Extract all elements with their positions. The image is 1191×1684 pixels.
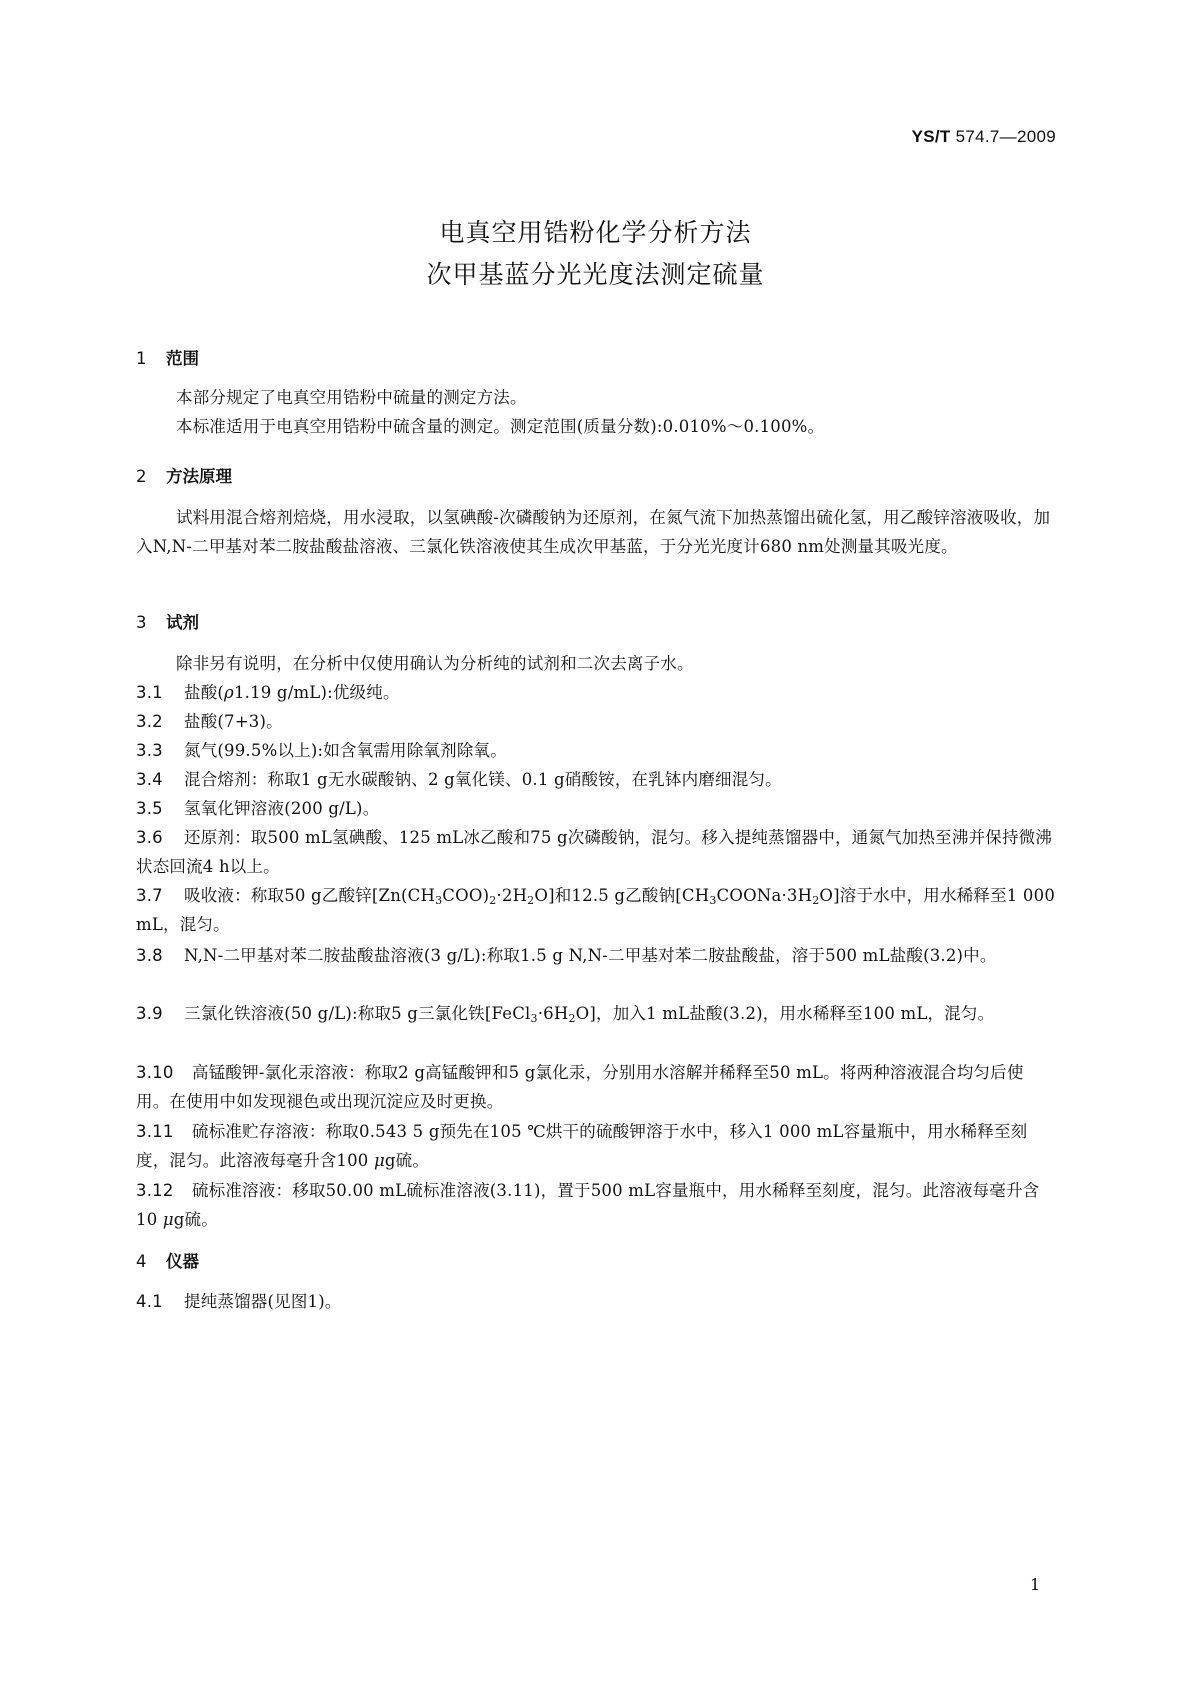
section-4-heading: 4 仪器 [136, 1252, 199, 1271]
clause-3-8: 3.8 N,N-二甲基对苯二胺盐酸盐溶液(3 g/L):称取1.5 g N,N-二甲基对苯二胺盐酸盐，溶于500 mL盐酸(3.2)中。 [136, 946, 997, 965]
page-number: 1 [1030, 1575, 1041, 1594]
clause-3-3: 3.3 氮气(99.5%以上):如含氧需用除氧剂除氧。 [136, 741, 507, 760]
clause-3-1: 3.1 盐酸(ρ1.19 g/mL):优级纯。 [136, 683, 400, 702]
clause-4-1: 4.1 提纯蒸馏器(见图1)。 [136, 1292, 342, 1311]
section-1-para-1: 本部分规定了电真空用锆粉中硫量的测定方法。 [176, 388, 527, 407]
section-1-para-2: 本标准适用于电真空用锆粉中硫含量的测定。测定范围(质量分数):0.010%～0.100%。 [176, 417, 825, 436]
standard-code: YS/T 574.7—2009 [911, 127, 1056, 146]
clause-3-10: 3.10 高锰酸钾-氯化汞溶液：称取2 g高锰酸钾和5 g氯化汞，分别用水溶解并稀释至50 mL。将两种溶液混合均匀后使用。在使用中如发现褪色或出现沉淀应及时更换。 [136, 1063, 1024, 1111]
section-3-heading: 3 试剂 [136, 613, 199, 632]
section-1-heading: 1 范围 [136, 349, 199, 368]
clause-3-4: 3.4 混合熔剂：称取1 g无水碳酸钠、2 g氧化镁、0.1 g硝酸铵，在乳钵内磨细混匀。 [136, 770, 782, 789]
title-line-2: 次甲基蓝分光光度法测定硫量 [426, 260, 765, 289]
clause-3-7: 3.7 吸收液：称取50 g乙酸锌$[Zn(CH_3COO)_2\cdot 2H_2O]$和12.5 g乙酸钠$[CH_3COONa\cdot 3H_2O]$溶于水中，用水稀释至1 000 mL，混匀。 [136, 886, 1056, 934]
clause-3-9: 3.9 三氯化铁溶液(50 g/L):称取5 g三氯化铁$[FeCl_3\cdot 6H_2O]$，加入1 mL盐酸(3.2)，用水稀释至100 mL，混匀。 [136, 1004, 995, 1025]
clause-3-5: 3.5 氢氧化钾溶液(200 g/L)。 [136, 799, 380, 818]
section-3-intro: 除非另有说明，在分析中仅使用确认为分析纯的试剂和二次去离子水。 [176, 654, 694, 673]
clause-3-12: 3.12 硫标准溶液：移取50.00 mL硫标准溶液(3.11)，置于500 mL容量瓶中，用水稀释至刻度，混匀。此溶液每毫升含10 μg硫。 [136, 1181, 1040, 1229]
section-2-para: 试料用混合熔剂焙烧，用水浸取，以氢碘酸-次磷酸钠为还原剂，在氮气流下加热蒸馏出硫化氢，用乙酸锌溶液吸收，加入N,N-二甲基对苯二胺盐酸盐溶液、三氯化铁溶液使其生成次甲基蓝，于分光光度计680 nm处测量其吸光度。 [136, 508, 1051, 556]
clause-3-6: 3.6 还原剂：取500 mL氢碘酸、125 mL冰乙酸和75 g次磷酸钠，混匀。移入提纯蒸馏器中，通氮气加热至沸并保持微沸状态回流4 h以上。 [136, 828, 1053, 876]
clause-3-11: 3.11 硫标准贮存溶液：称取0.543 5 g预先在105 ℃烘干的硫酸钾溶于水中，移入1 000 mL容量瓶中，用水稀释至刻度，混匀。此溶液每毫升含100 μg硫。 [136, 1122, 1028, 1170]
title-line-1: 电真空用锆粉化学分析方法 [439, 218, 752, 247]
clause-3-2: 3.2 盐酸(7+3)。 [136, 712, 283, 731]
section-2-heading: 2 方法原理 [136, 467, 232, 486]
